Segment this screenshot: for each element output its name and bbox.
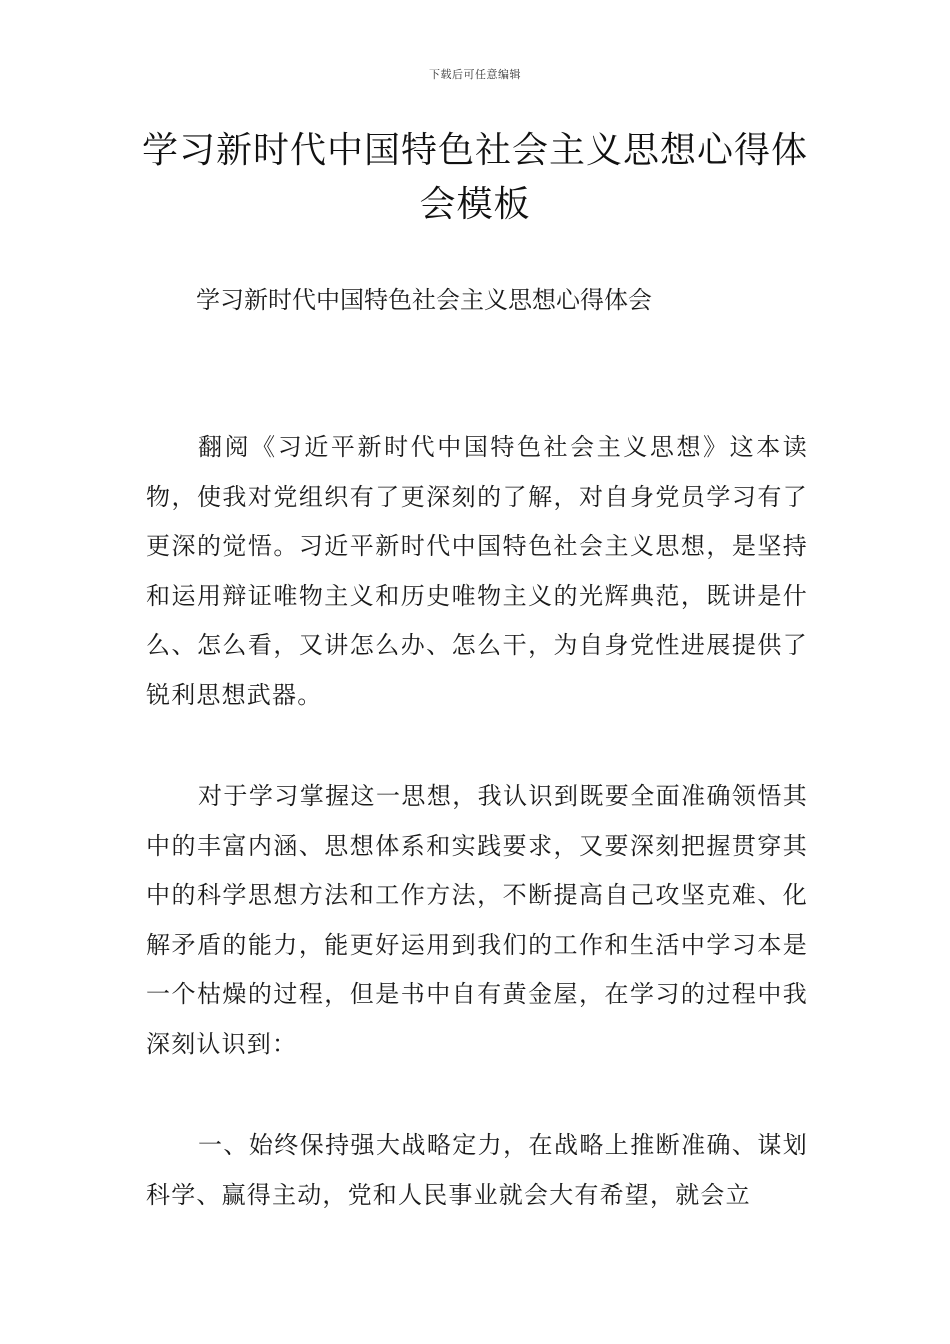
document-subtitle: 学习新时代中国特色社会主义思想心得体会: [196, 286, 652, 314]
body-paragraph-2: 对于学习掌握这一思想，我认识到既要全面准确领悟其中的丰富内涵、思想体系和实践要求，又要深刻把握贯穿其中的科学思想方法和工作方法，不断提高自己攻坚克难、化解矛盾的能力，能更好运用到我们的工作和生活中学习本是一个枯燥的过程，但是书中自有黄金屋，在学习的过程中我深刻认识到：: [146, 782, 808, 1058]
body-paragraph-1: 翻阅《习近平新时代中国特色社会主义思想》这本读物，使我对党组织有了更深刻的了解，对自身党员学习有了更深的觉悟。习近平新时代中国特色社会主义思想，是坚持和运用辩证唯物主义和历史唯物主义的光辉典范，既讲是什么、怎么看，又讲怎么办、怎么干，为自身党性进展提供了锐利思想武器。: [146, 433, 808, 709]
document-title: 学习新时代中国特色社会主义思想心得体会模板: [141, 130, 808, 225]
body-paragraph-3: 一、始终保持强大战略定力，在战略上推断准确、谋划科学、赢得主动，党和人民事业就会大有希望，就会立: [146, 1131, 808, 1209]
header-note: 下载后可任意编辑: [429, 68, 521, 81]
